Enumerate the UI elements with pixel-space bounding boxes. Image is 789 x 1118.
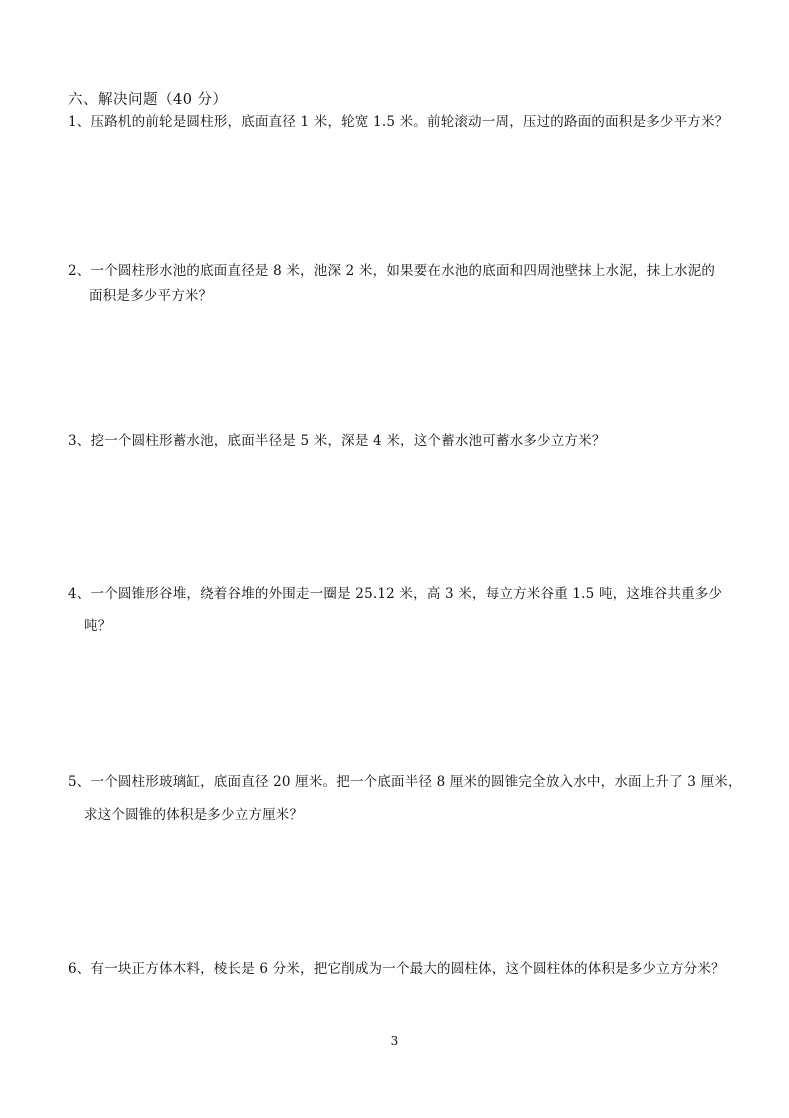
question-3-line-1: 3、挖一个圆柱形蓄水池，底面半径是 5 米，深是 4 米，这个蓄水池可蓄水多少立方米？ bbox=[68, 433, 606, 449]
question-4-line-1: 4、一个圆锥形谷堆，绕着谷堆的外围走一圈是 25.12 米，高 3 米，每立方米谷重 1.5 吨，这堆谷共重多少 bbox=[68, 586, 723, 602]
question-5-line-1: 5、一个圆柱形玻璃缸，底面直径 20 厘米。把一个底面半径 8 厘米的圆锥完全放入水中，水面上升了 3 厘米， bbox=[68, 774, 742, 790]
question-5-line-2: 求这个圆锥的体积是多少立方厘米？ bbox=[84, 807, 304, 823]
question-6-line-1: 6、有一块正方体木料，棱长是 6 分米，把它削成为一个最大的圆柱体，这个圆柱体的体积是多少立方分米？ bbox=[68, 961, 725, 977]
section-title: 六、解决问题（40 分） bbox=[68, 92, 228, 108]
question-2-line-2: 面积是多少平方米？ bbox=[89, 288, 213, 304]
page-number: 3 bbox=[390, 1034, 399, 1048]
question-4-line-2: 吨？ bbox=[84, 618, 112, 634]
question-1-line-1: 1、压路机的前轮是圆柱形，底面直径 1 米，轮宽 1.5 米。前轮滚动一周，压过的路面的面积是多少平方米？ bbox=[68, 114, 729, 130]
question-2-line-1: 2、一个圆柱形水池的底面直径是 8 米，池深 2 米，如果要在水池的底面和四周池壁抹上水泥，抹上水泥的 bbox=[68, 263, 716, 279]
